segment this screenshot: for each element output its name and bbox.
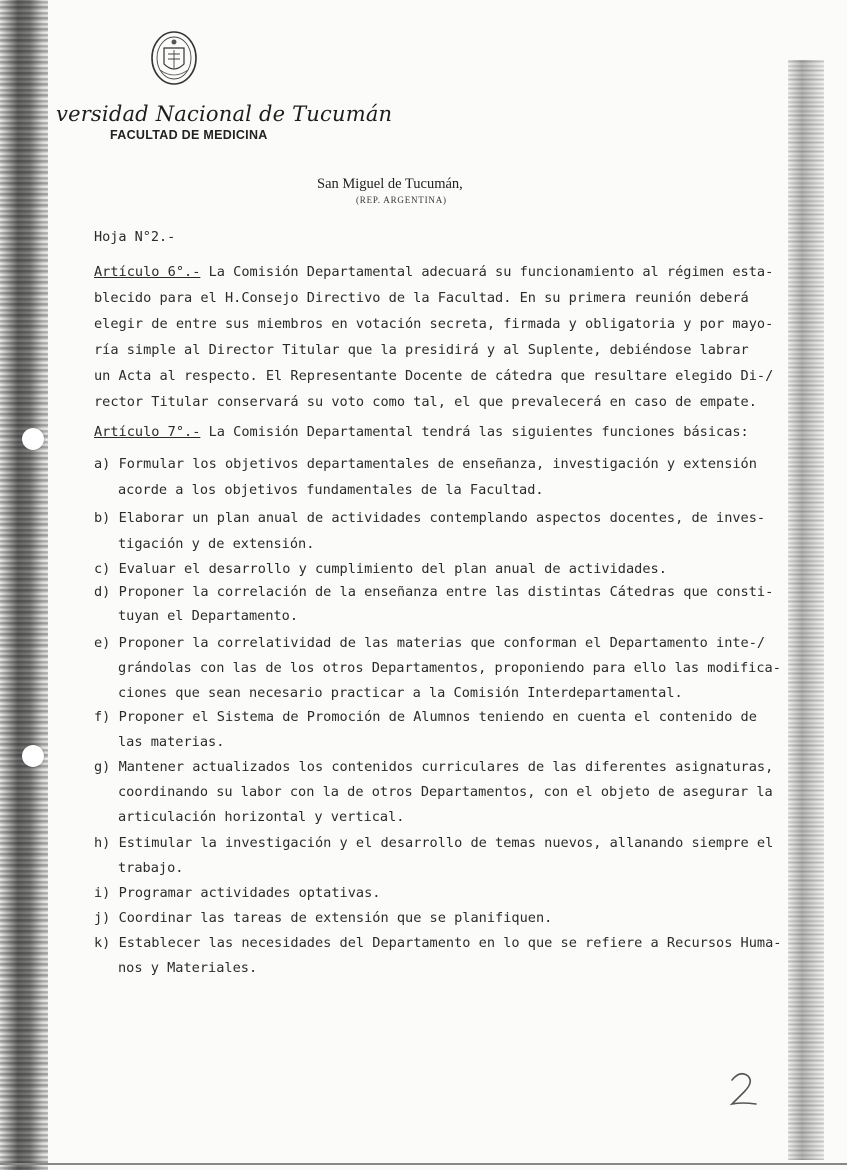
list-item: k) Establecer las necesidades del Departamento en lo que se refiere a Recursos Huma- <box>94 935 782 951</box>
article-6-line: rector Titular conservará su voto como tal, el que prevalecerá en caso de empate. <box>94 394 757 410</box>
list-item: a) Formular los objetivos departamentales de enseñanza, investigación y extensión <box>94 456 757 472</box>
article-6-line: ría simple al Director Titular que la presidirá y al Suplente, debiéndose labrar <box>94 342 749 358</box>
article-6-line: un Acta al respecto. El Representante Docente de cátedra que resultare elegido Di-/ <box>94 368 774 384</box>
list-item-continuation: ciones que sean necesario practicar a la Comisión Interdepartamental. <box>118 685 683 701</box>
university-seal-icon <box>150 30 198 86</box>
list-item-continuation: trabajo. <box>118 860 184 876</box>
list-item-continuation: coordinando su labor con la de otros Departamentos, con el objeto de asegurar la <box>118 784 773 800</box>
list-item: c) Evaluar el desarrollo y cumplimiento del plan anual de actividades. <box>94 561 667 577</box>
list-item: f) Proponer el Sistema de Promoción de Alumnos teniendo en cuenta el contenido de <box>94 709 757 725</box>
city-line: San Miguel de Tucumán, <box>317 176 463 192</box>
article-6-line: Artículo 6°.- La Comisión Departamental adecuará su funcionamiento al régimen esta- <box>94 264 774 280</box>
list-item: e) Proponer la correlatividad de las materias que conforman el Departamento inte-/ <box>94 635 766 651</box>
university-name: versidad Nacional de Tucumán <box>56 102 393 126</box>
list-item-continuation: las materias. <box>118 734 225 750</box>
punch-hole <box>22 745 44 767</box>
list-item: g) Mantener actualizados los contenidos curriculares de las diferentes asignaturas, <box>94 759 774 775</box>
list-item: b) Elaborar un plan anual de actividades contemplando aspectos docentes, de inves- <box>94 510 766 526</box>
handwritten-page-number <box>724 1068 764 1108</box>
article-6-line: blecido para el H.Consejo Directivo de la Facultad. En su primera reunión deberá <box>94 290 749 306</box>
list-item-continuation: tigación y de extensión. <box>118 536 315 552</box>
list-item-continuation: nos y Materiales. <box>118 960 258 976</box>
article-7-heading: Artículo 7°.- <box>94 424 201 440</box>
page-bottom-rule <box>0 1163 847 1165</box>
list-item: j) Coordinar las tareas de extensión que se planifiquen. <box>94 910 553 926</box>
article-6-line: elegir de entre sus miembros en votación secreta, firmada y obligatoria y por mayo- <box>94 316 774 332</box>
sheet-number: Hoja N°2.- <box>94 229 176 245</box>
article-7-line: Artículo 7°.- La Comisión Departamental tendrá las siguientes funciones básicas: <box>94 424 749 440</box>
list-item-continuation: acorde a los objetivos fundamentales de la Facultad. <box>118 482 544 498</box>
list-item-continuation: articulación horizontal y vertical. <box>118 809 405 825</box>
scan-left-edge <box>0 0 48 1170</box>
country-line: (REP. ARGENTINA) <box>356 195 447 205</box>
scan-right-edge <box>788 60 824 1160</box>
article-6-heading: Artículo 6°.- <box>94 264 201 280</box>
list-item-continuation: tuyan el Departamento. <box>118 608 299 624</box>
list-item: h) Estimular la investigación y el desarrollo de temas nuevos, allanando siempre el <box>94 835 774 851</box>
list-item: d) Proponer la correlación de la enseñanza entre las distintas Cátedras que consti- <box>94 584 774 600</box>
faculty-name: FACULTAD DE MEDICINA <box>110 128 268 142</box>
list-item-continuation: grándolas con las de los otros Departamentos, proponiendo para ello las modifica- <box>118 660 781 676</box>
punch-hole <box>22 428 44 450</box>
list-item: i) Programar actividades optativas. <box>94 885 381 901</box>
